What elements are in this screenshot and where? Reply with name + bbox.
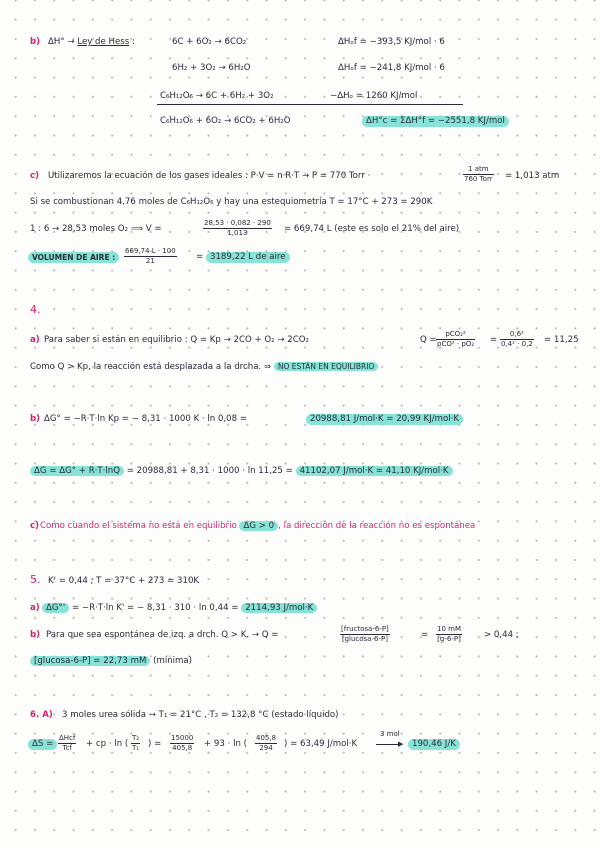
pressure-result: = 1,013 atm [505, 171, 560, 181]
q5-gibbs-substitution: = −R·T·ln K' = − 8,31 · 310 · ln 0,44 = [71, 603, 239, 613]
fraction-denominator: 0,4² · 0,2 [501, 340, 533, 348]
section-c-label: c) [30, 171, 40, 181]
question-5-data: K' = 0,44 ; T = 37°C + 273 = 310K [48, 576, 200, 586]
fraction-denominator: 294 [259, 744, 273, 752]
fraction-numerator: [fructosa-6-P] [341, 625, 389, 633]
air-volume-label: VOLUMEN DE AIRE : [28, 252, 119, 263]
combustion-enthalpy-result: ΔH°c = ΣΔH°f = −2551,8 KJ/mol [362, 116, 509, 127]
q-values-fraction [500, 330, 534, 349]
heat-capacity-text: + 93 · ln ( [204, 739, 247, 749]
displacement-text: Como Q > Kp, la reacción está desplazada a la drcha. ⇒ [30, 362, 272, 372]
entropy-delta-s: ΔS = [28, 739, 57, 750]
standard-gibbs-line: ΔG° = −R·T·ln Kp = − 8,31 · 1000 K · ln 0,08 = [44, 414, 248, 424]
equals-sign: = [421, 630, 429, 640]
spontaneity-line [40, 521, 475, 532]
fraction-numerator: 1 atm [463, 165, 494, 175]
volume-fraction [203, 219, 272, 238]
fraction-denominator: 21 [145, 257, 155, 265]
q-result: = 11,25 [544, 335, 579, 345]
fraction-numerator: ΔHcf [59, 734, 76, 742]
fraction-numerator: 669,74 L · 100 [125, 247, 176, 255]
q5-gibbs-result: 2114,93 J/mol·K [241, 603, 317, 613]
glucose-concentration-result: [glucosa-6-P] = 22,73 mM [30, 656, 150, 666]
volume-result: = 669,74 L (este es solo el 21% del aire) [284, 224, 460, 234]
fusion-values-fraction [170, 734, 194, 753]
question-4-number: 4. [30, 303, 41, 316]
part-a-label: a) [30, 603, 40, 613]
fraction-denominator: 1,013 [227, 229, 248, 237]
ideal-gas-line: Utilizaremos la ecuación de los gases ideales : P·V = n·R·T → P = 770 Torr · [48, 171, 371, 181]
reaction-2: 6H₂ + 3O₂ → 6H₂O [172, 63, 251, 73]
equals-sign: = [196, 252, 204, 262]
inequality: > 0,44 ; [484, 630, 519, 640]
urea-data-line: 3 moles urea sólida → T₁ = 21°C , T₂ = 132,8 °C (estado líquido) [62, 710, 339, 720]
reaction-1-enthalpy: ΔHₒf = −393,5 KJ/mol · 6 [338, 37, 445, 47]
fusion-fraction [58, 734, 76, 753]
fraction-numerator: 10 mM [437, 625, 461, 633]
question-6a-label: 6. A) [30, 710, 53, 720]
total-entropy-result: 190,46 J/K [408, 739, 460, 750]
air-volume-fraction [124, 247, 177, 266]
reaction-3: C₆H₁₂O₆ → 6C + 6H₂ + 3O₂ [160, 91, 274, 101]
fraction-numerator: T₂ [132, 734, 140, 742]
fraction-denominator: 405,8 [172, 744, 193, 752]
question-5-number: 5. [30, 573, 41, 586]
torr-atm-fraction [463, 165, 494, 184]
cp-ln-text: + cp · ln ( [86, 739, 129, 749]
minimum-note: (mínima) [153, 656, 193, 666]
colon-text: : [129, 37, 135, 47]
fraction-denominator: [glucosa-6-P] [341, 635, 388, 643]
q-fraction [436, 330, 475, 349]
fraction-numerator: 0,6² [500, 330, 534, 340]
close-equals: ) = [148, 739, 162, 749]
fraction-denominator: [g-6-P] [437, 635, 461, 643]
molar-entropy-result: ) = 63,49 J/mol·K [284, 739, 358, 749]
oxygen-moles-line: 1 : 6 → 28,53 moles O₂ ⟹ V = [30, 224, 162, 234]
gibbs-result: 41102,07 J/mol·K = 41,10 KJ/mol·K [296, 466, 453, 476]
arrow-head: ▶ [398, 740, 404, 748]
standard-gibbs-result: 20988,81 J/mol·K = 20,99 KJ/mol·K [306, 414, 463, 425]
combustion-moles-line: Si se combustionan 4,76 moles de C₆H₁₂O₆ y hay una estequiometría T = 17°C + 273 = 290K [30, 197, 433, 207]
delta-g-positive-highlight: ΔG > 0 [239, 521, 278, 531]
part-b-label: b) [30, 414, 41, 424]
concentration-fraction [436, 625, 462, 644]
fraction-numerator: 28,53 · 0,082 · 290 [204, 219, 271, 227]
temperature-values-fraction [255, 734, 277, 753]
delta-g-prime-highlight: ΔG°' [42, 603, 69, 613]
q5-gibbs-line [42, 603, 317, 614]
fraction-numerator: 405,8 [256, 734, 277, 742]
fraction-numerator: 15000 [171, 734, 194, 742]
fraction-denominator: pCO² · pO₂ [437, 340, 475, 348]
q-text: Q = [420, 335, 437, 345]
glucose-result-line [30, 656, 192, 667]
reaction-1: 6C + 6O₂ → 6CO₂ [172, 37, 247, 47]
fructose-glucose-fraction [340, 625, 390, 644]
fraction-denominator: Tcf [62, 744, 72, 752]
hess-intro [48, 37, 135, 48]
fraction-denominator: T₁ [132, 744, 140, 752]
gibbs-line [30, 466, 453, 477]
sum-line [157, 104, 463, 105]
equals-sign: = [490, 335, 498, 345]
reaction-2-enthalpy: ΔHₒf = −241,8 KJ/mol · 6 [338, 63, 445, 73]
air-volume-result: 3189,22 L de aire [206, 252, 290, 263]
part-c-label: c) [30, 521, 40, 531]
fraction-denominator: 760 Torr [464, 175, 493, 183]
reaction-3-enthalpy: −ΔHₒ = 1260 KJ/mol [330, 91, 418, 101]
part-b-label: b) [30, 630, 41, 640]
gibbs-substitution: = 20988,81 + 8,31 · 1000 · ln 11,25 = [126, 466, 293, 476]
fraction-numerator: pCO₂² [436, 330, 475, 340]
gibbs-equation-highlight: ΔG = ΔG° + R·T·lnQ [30, 466, 124, 476]
section-b-label: b) [30, 37, 41, 47]
not-equilibrium-highlight: NO ESTÁN EN EQUILIBRIO [274, 362, 378, 371]
hess-law-text: Ley de Hess [77, 37, 130, 47]
arrow-label: 3 mol [380, 730, 400, 738]
total-reaction: C₆H₁₂O₆ + 6O₂ → 6CO₂ + 6H₂O [160, 116, 291, 126]
displacement-line [30, 361, 378, 373]
part-a-label: a) [30, 335, 40, 345]
equilibrium-check-line: Para saber si están en equilibrio : Q = Kp → 2CO + O₂ → 2CO₂ [44, 335, 309, 345]
q5-spontaneity-line: Para que sea espontánea de izq. a drch. Q > K. → Q = [46, 630, 279, 640]
temperature-ratio-fraction [131, 734, 140, 753]
spontaneity-conclusion: , la dirección de la reacción no es espontánea [278, 521, 476, 531]
delta-h-text: ΔH° → [48, 37, 78, 47]
spontaneity-text: Como cuando el sistema no está en equilibrio [40, 521, 237, 531]
